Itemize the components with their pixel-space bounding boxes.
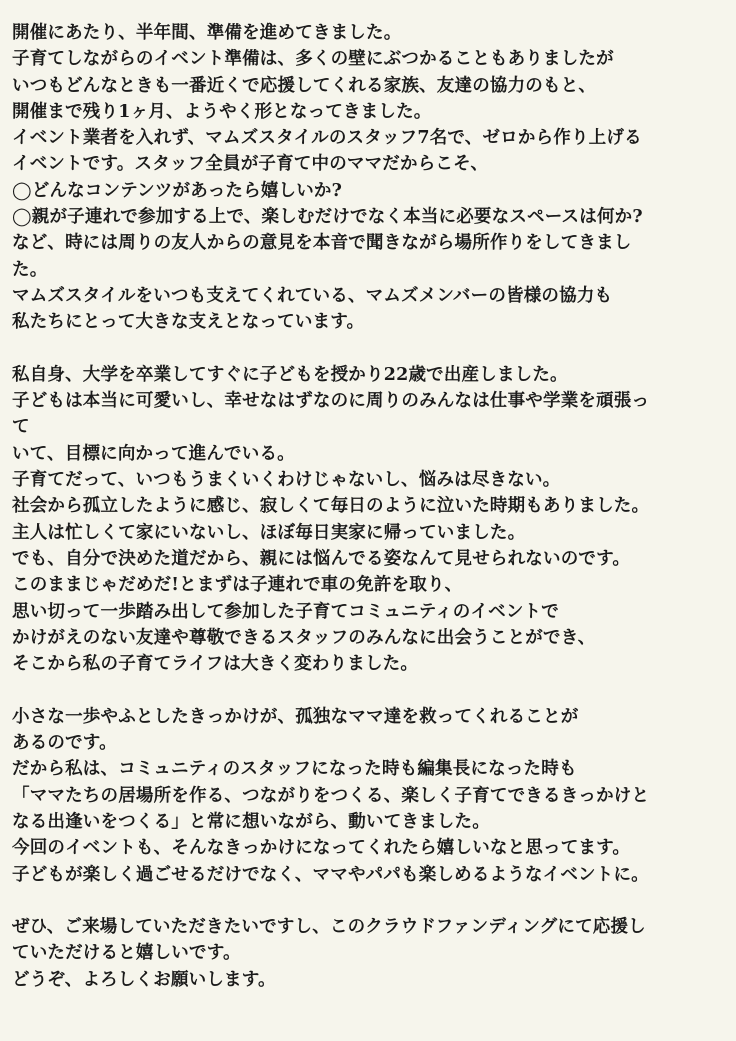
text-line: 私たちにとって大きな支えとなっています。 [12,312,365,333]
text-line: た。 [12,259,48,280]
text-line: 子どもは本当に可愛いし、幸せなはずなのに周りのみんなは仕事や学業を頑張っ [12,391,650,412]
text-line: どうぞ、よろしくお願いします。 [12,969,276,990]
text-line: ていただけると嬉しいです。 [12,943,241,964]
text-line: 子育てしながらのイベント準備は、多くの壁にぶつかることもありましたが [12,49,614,70]
text-line: 社会から孤立したように感じ、寂しくて毎日のように泣いた時期もありました。 [12,496,650,517]
text-line: いつもどんなときも一番近くで応援してくれる家族、友達の協力のもと、 [12,75,597,96]
text-line: 小さな一歩やふとしたきっかけが、孤独なママ達を救ってくれることが [12,706,579,727]
text-line: ◯どんなコンテンツがあったら嬉しいか? [12,180,343,201]
text-line: て [12,417,30,438]
message-document [12,20,728,993]
text-line: あるのです。 [12,733,117,754]
text-line: 主人は忙しくて家にいないし、ほぼ毎日実家に帰っていました。 [12,522,526,543]
text-line: ぜひ、ご来場していただきたいですし、このクラウドファンディングにて応援し [12,917,646,938]
text-line: いて、目標に向かって進んでいる。 [12,443,295,464]
text-line: 開催まで残り1ヶ月、ようやく形となってきました。 [12,101,432,122]
text-line: そこから私の子育てライフは大きく変わりました。 [12,654,419,675]
text-line: など、時には周りの友人からの意見を本音で聞きながら場所作りをしてきまし [12,233,632,254]
blank-line [12,888,728,914]
text-line: 開催にあたり、半年間、準備を進めてきました。 [12,23,402,43]
text-line: このままじゃだめだ!とまずは子連れで車の免許を取り、 [12,575,463,596]
text-line: マムズスタイルをいつも支えてくれている、マムズメンバーの皆様の協力も [12,285,613,306]
blank-line [12,336,728,362]
text-line: 子どもが楽しく過ごせるだけでなく、ママやパパも楽しめるようなイベントに。 [12,864,649,885]
text-line: 「ママたちの居場所を作る、つながりをつくる、楽しく子育てできるきっかけと [12,785,650,806]
text-line: 子育てだって、いつもうまくいくわけじゃないし、悩みは尽きない。 [12,470,561,491]
blank-line [12,677,728,703]
text-line: 私自身、大学を卒業してすぐに子どもを授かり22歳で出産しました。 [12,364,568,385]
text-line: かけがえのない友達や尊敬できるスタッフのみんなに出会うことができ、 [12,627,596,648]
text-line: 今回のイベントも、そんなきっかけになってくれたら嬉しいなと思ってます。 [12,838,631,859]
text-line: だから私は、コミュニティのスタッフになった時も編集長になった時も [12,759,577,780]
text-line: イベント業者を入れず、マムズスタイルのスタッフ7名で、ゼロから作り上げる [12,128,642,149]
text-line: 思い切って一歩踏み出して参加した子育てコミュニティのイベントで [12,601,559,622]
text-line: ◯親が子連れで参加する上で、楽しむだけでなく本当に必要なスペースは何か? [12,207,643,228]
text-line: でも、自分で決めた道だから、親には悩んでる姿なんて見せられないのです。 [12,548,631,569]
text-line: イベントです。スタッフ全員が子育て中のママだからこそ、 [12,154,489,175]
text-line: なる出逢いをつくる」と常に想いながら、動いてきました。 [12,811,490,832]
